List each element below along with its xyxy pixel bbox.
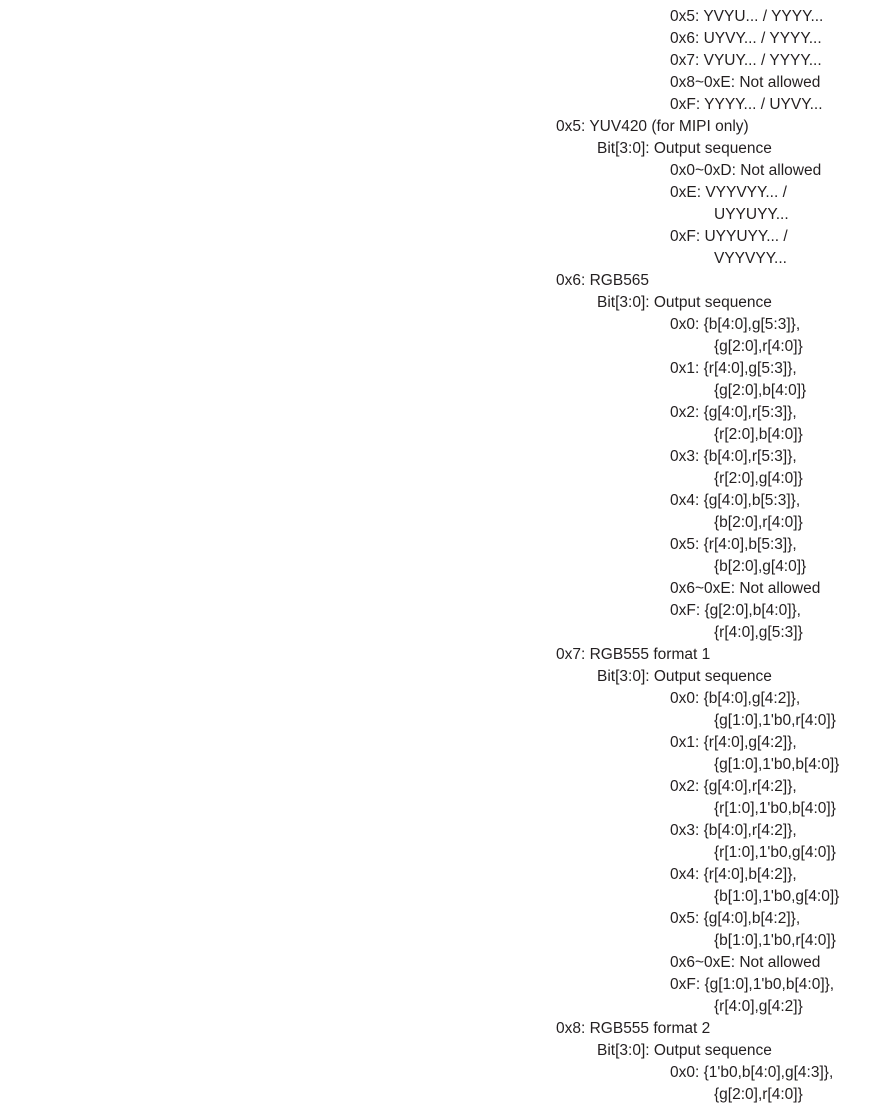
text-line: 0xF: {g[1:0],1'b0,b[4:0]}, [670, 976, 835, 993]
section-heading: 0x8: RGB555 format 2 [556, 1020, 711, 1037]
text-line: 0x5: {r[4:0],b[5:3]}, [670, 536, 797, 553]
text-line: 0x0: {b[4:0],g[5:3]}, [670, 316, 801, 333]
text-line: {g[2:0],r[4:0]} [714, 338, 803, 355]
text-line: 0x0: {1'b0,b[4:0],g[4:3]}, [670, 1064, 834, 1081]
text-line: 0x1: {r[4:0],g[4:2]}, [670, 734, 797, 751]
field-label: Bit[3:0]: Output sequence [597, 294, 772, 311]
text-line: 0x7: VYUY... / YYYY... [670, 52, 822, 69]
field-label: Bit[3:0]: Output sequence [597, 140, 772, 157]
text-line: {g[1:0],1'b0,b[4:0]} [714, 756, 840, 773]
text-line: {g[2:0],r[4:0]} [714, 1086, 803, 1103]
text-line: 0xF: {g[2:0],b[4:0]}, [670, 602, 801, 619]
text-line: 0x1: {r[4:0],g[5:3]}, [670, 360, 797, 377]
text-line: 0x3: {b[4:0],r[5:3]}, [670, 448, 797, 465]
text-line: 0x2: {g[4:0],r[5:3]}, [670, 404, 797, 421]
text-line: {r[2:0],b[4:0]} [714, 426, 803, 443]
text-line: {r[4:0],g[4:2]} [714, 998, 803, 1015]
text-line: 0x0~0xD: Not allowed [670, 162, 822, 179]
text-line: 0x6: UYVY... / YYYY... [670, 30, 822, 47]
text-line: 0x0: {b[4:0],g[4:2]}, [670, 690, 801, 707]
text-line: {g[2:0],b[4:0]} [714, 382, 807, 399]
text-line: {g[1:0],1'b0,r[4:0]} [714, 712, 836, 729]
text-line: {r[1:0],1'b0,b[4:0]} [714, 800, 836, 817]
text-line: 0x4: {g[4:0],b[5:3]}, [670, 492, 801, 509]
section-heading: 0x7: RGB555 format 1 [556, 646, 711, 663]
text-line: {b[2:0],r[4:0]} [714, 514, 803, 531]
text-line: 0x5: YVYU... / YYYY... [670, 8, 824, 25]
section-heading: 0x5: YUV420 (for MIPI only) [556, 118, 749, 135]
text-line: {r[1:0],1'b0,g[4:0]} [714, 844, 836, 861]
text-line: VYYVYY... [714, 250, 787, 267]
text-line: 0x4: {r[4:0],b[4:2]}, [670, 866, 797, 883]
text-line: {b[2:0],g[4:0]} [714, 558, 807, 575]
text-line: {r[2:0],g[4:0]} [714, 470, 803, 487]
field-label: Bit[3:0]: Output sequence [597, 1042, 772, 1059]
field-label: Bit[3:0]: Output sequence [597, 668, 772, 685]
text-line: 0x2: {g[4:0],r[4:2]}, [670, 778, 797, 795]
text-line: 0x3: {b[4:0],r[4:2]}, [670, 822, 797, 839]
text-line: 0x5: {g[4:0],b[4:2]}, [670, 910, 801, 927]
text-line: {b[1:0],1'b0,r[4:0]} [714, 932, 836, 949]
text-line: 0xE: VYYVYY... / [670, 184, 787, 201]
text-line: 0x6~0xE: Not allowed [670, 954, 821, 971]
text-line: 0xF: YYYY... / UYVY... [670, 96, 823, 113]
text-line: 0x6~0xE: Not allowed [670, 580, 821, 597]
text-line: UYYUYY... [714, 206, 789, 223]
section-heading: 0x6: RGB565 [556, 272, 650, 289]
text-line: 0x8~0xE: Not allowed [670, 74, 821, 91]
text-line: 0xF: UYYUYY... / [670, 228, 788, 245]
text-line: {b[1:0],1'b0,g[4:0]} [714, 888, 840, 905]
text-line: {r[4:0],g[5:3]} [714, 624, 803, 641]
